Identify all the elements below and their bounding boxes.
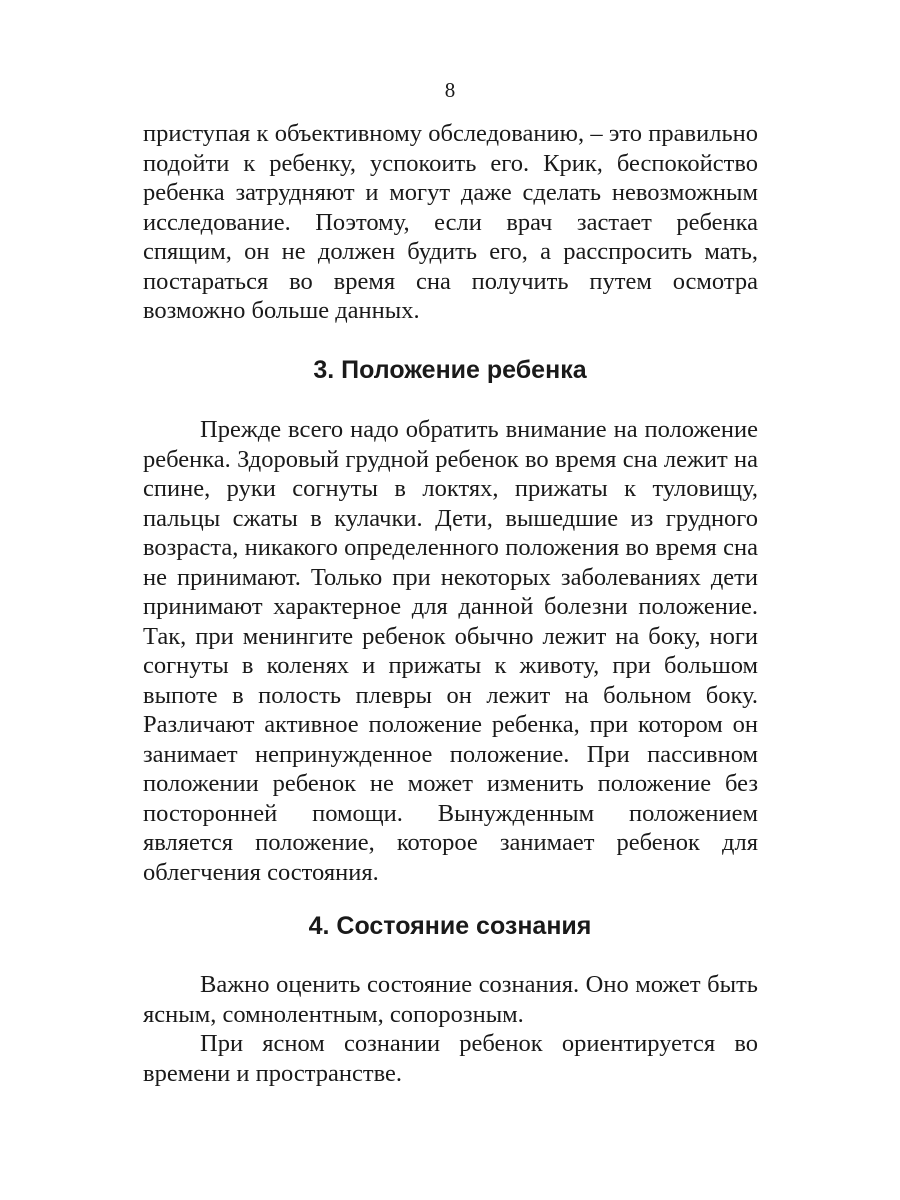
section-4-paragraph-1: Важно оценить состояние сознания. Оно может быть ясным, сомнолентным, сопорозным. — [143, 971, 758, 1028]
section-3-body — [143, 415, 758, 887]
section-4-paragraph-2: При ясном сознании ребенок ориентируется во времени и пространстве. — [143, 1030, 758, 1087]
page-number: 8 — [444, 78, 456, 102]
section-3-heading: 3. Положение ребенка — [313, 356, 587, 384]
section-3-paragraph: Прежде всего надо обратить внимание на положение ребенка. Здоровый грудной ребенок во время сна лежит на спине, руки согнуты в локтях, прижаты к туловищу, пальцы сжаты в кулачки. Дети, вышедшие из грудного возраста, никакого определенного положения во время сна не принимают. Только при некоторых заболеваниях дети принимают характерное для данной болезни положение. Так, при менингите ребенок обычно лежит на боку, ноги согнуты в коленях и прижаты к животу, при большом выпоте в полость плевры он лежит на больном боку. Различают активное положение ребенка, при котором он занимает непринужденное положение. При пассивном положении ребенок не может изменить положение без посторонней помощи. Вынужденным положением является положение, которое занимает ребенок для облегчения состояния. — [143, 416, 758, 886]
section-4-body — [143, 970, 758, 1088]
section-4-heading: 4. Состояние сознания — [308, 912, 592, 940]
intro-block — [143, 119, 758, 326]
intro-paragraph: приступая к объективному обследованию, – это правильно подойти к ребенку, успокоить его. Крик, беспокойство ребенка затрудняют и могут даже сделать невозможным исследование. Поэтому, если врач застает ребенка спящим, он не должен будить его, а расспросить мать, постараться во время сна получить путем осмотра возможно больше данных. — [143, 120, 758, 324]
